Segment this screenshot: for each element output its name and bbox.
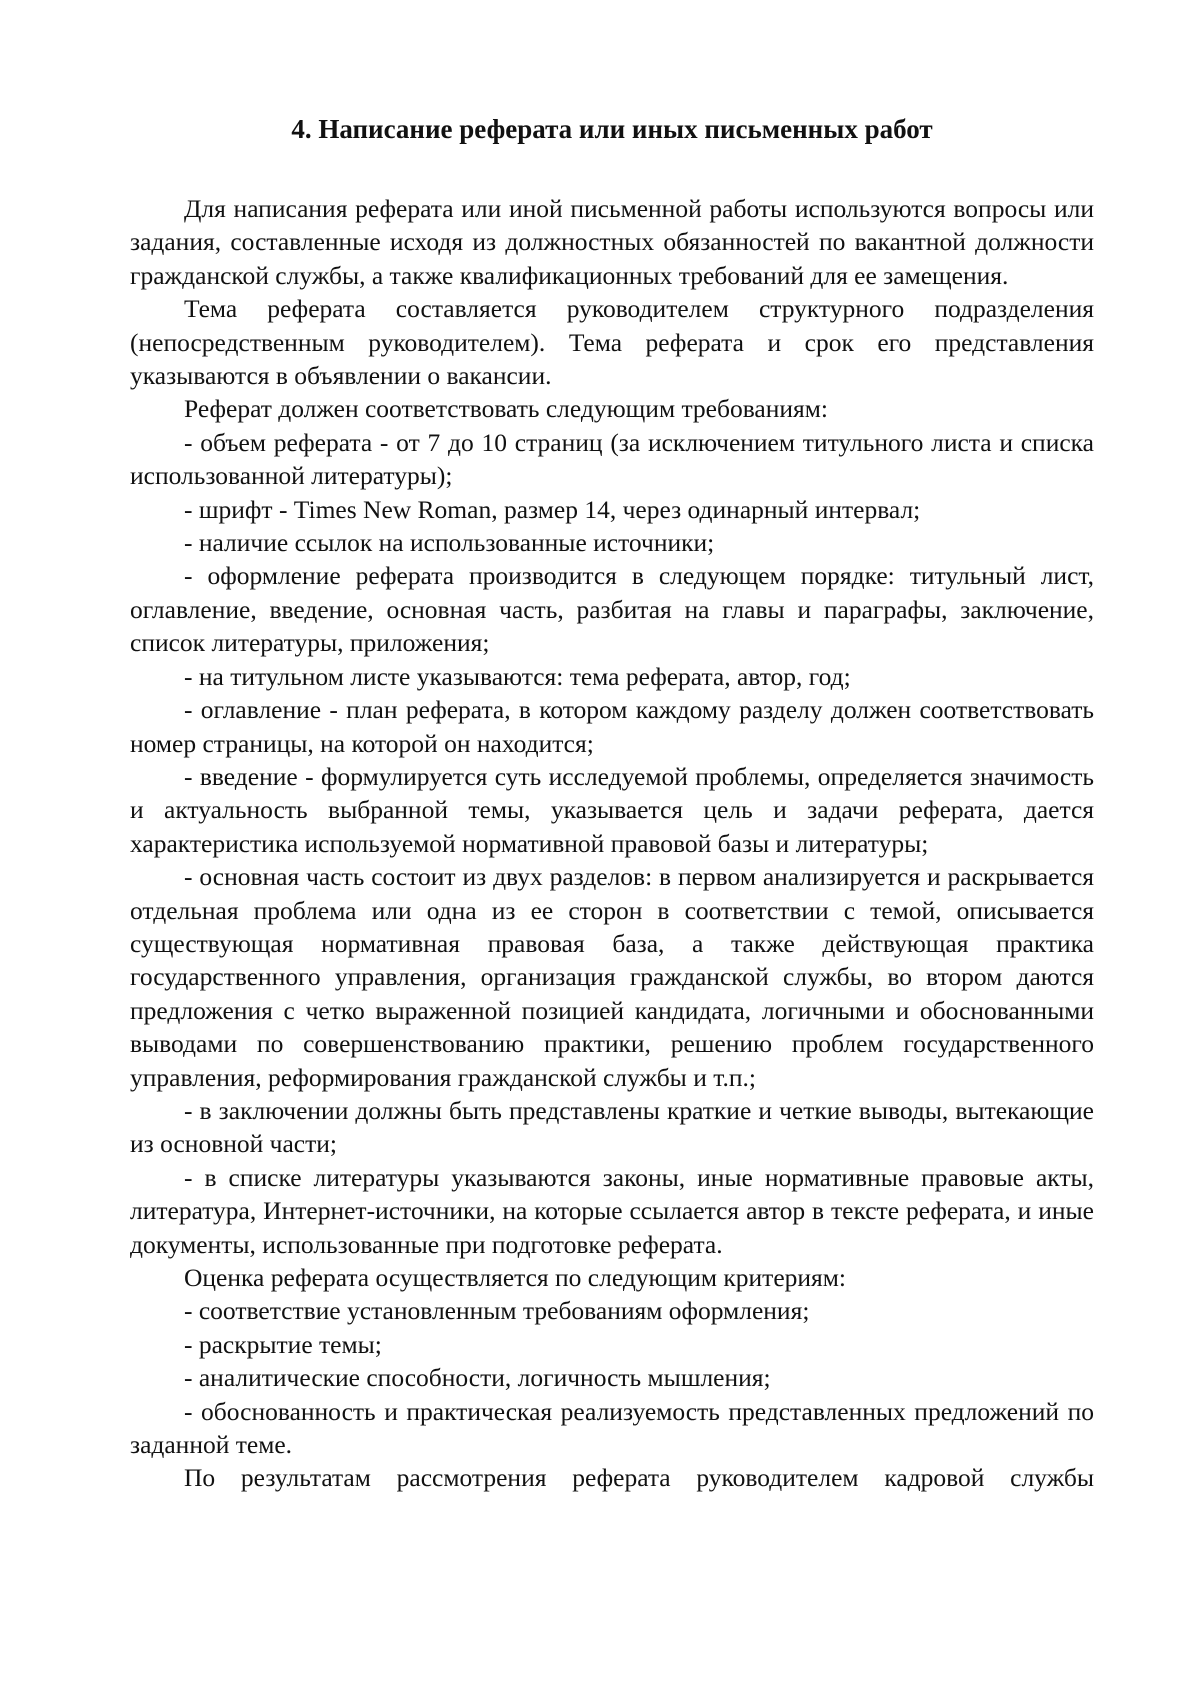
list-item-references: - наличие ссылок на использованные источники; (184, 528, 715, 558)
list-item-criterion-format: - соответствие установленным требованиям оформления; (184, 1296, 810, 1326)
list-item-main-part: - основная часть состоит из двух разделов: в первом анализируется и раскрывается отдельная проблема или одна из ее сторон в соответствии с темой, описывается существующая нормативная правовая база, а также действующая практика государственного управления, организация гражданской службы, во втором даются предложения с четко выраженной позицией кандидата, логичными и обоснованными выводами по совершенствованию практики, решению проблем государственного управления, реформирования гражданской службы и т.п.; (130, 862, 1094, 1092)
paragraph-requirements-intro: Реферат должен соответствовать следующим требованиям: (184, 394, 828, 424)
section-heading: 4. Написание реферата или иных письменных работ (291, 114, 933, 144)
list-item-volume: - объем реферата - от 7 до 10 страниц (за исключением титульного листа и списка использованной литературы); (130, 427, 1094, 491)
list-item-bibliography: - в списке литературы указываются законы, иные нормативные правовые акты, литература, Интернет-источники, на которые ссылается автор в тексте реферата, и иные документы, использованные при подготовке реферата. (130, 1162, 1094, 1259)
paragraph-intro: Для написания реферата или иной письменной работы используются вопросы или задания, составленные исходя из должностных обязанностей по вакантной должности гражданской службы, а также квалификационных требований для ее замещения. (130, 194, 1094, 290)
list-item-font: - шрифт - Times New Roman, размер 14, через одинарный интервал; (184, 494, 921, 524)
list-item-title-page: - на титульном листе указываются: тема реферата, автор, год; (184, 661, 851, 691)
list-item-conclusion: - в заключении должны быть представлены краткие и четкие выводы, вытекающие из основной части; (130, 1095, 1094, 1159)
list-item-criterion-validity: - обоснованность и практическая реализуемость представленных предложений по заданной теме. (130, 1396, 1094, 1460)
paragraph-results: По результатам рассмотрения реферата руководителем кадровой службы (184, 1463, 1094, 1493)
list-item-introduction: - введение - формулируется суть исследуемой проблемы, определяется значимость и актуальность выбранной темы, указывается цель и задачи реферата, дается характеристика используемой нормативной правовой базы и литературы; (130, 761, 1094, 858)
list-item-structure: - оформление реферата производится в следующем порядке: титульный лист, оглавление, введение, основная часть, разбитая на главы и параграфы, заключение, список литературы, приложения; (130, 561, 1094, 658)
paragraph-criteria-intro: Оценка реферата осуществляется по следующим критериям: (184, 1263, 846, 1292)
paragraph-topic: Тема реферата составляется руководителем структурного подразделения (непосредственным руководителем). Тема реферата и срок его представления указываются в объявлении о вакансии. (130, 294, 1094, 391)
document-body (130, 112, 1094, 1495)
list-item-criterion-topic: - раскрытие темы; (184, 1329, 382, 1359)
list-item-criterion-analysis: - аналитические способности, логичность мышления; (184, 1363, 771, 1393)
list-item-contents: - оглавление - план реферата, в котором каждому разделу должен соответствовать номер страницы, на которой он находится; (130, 695, 1094, 758)
